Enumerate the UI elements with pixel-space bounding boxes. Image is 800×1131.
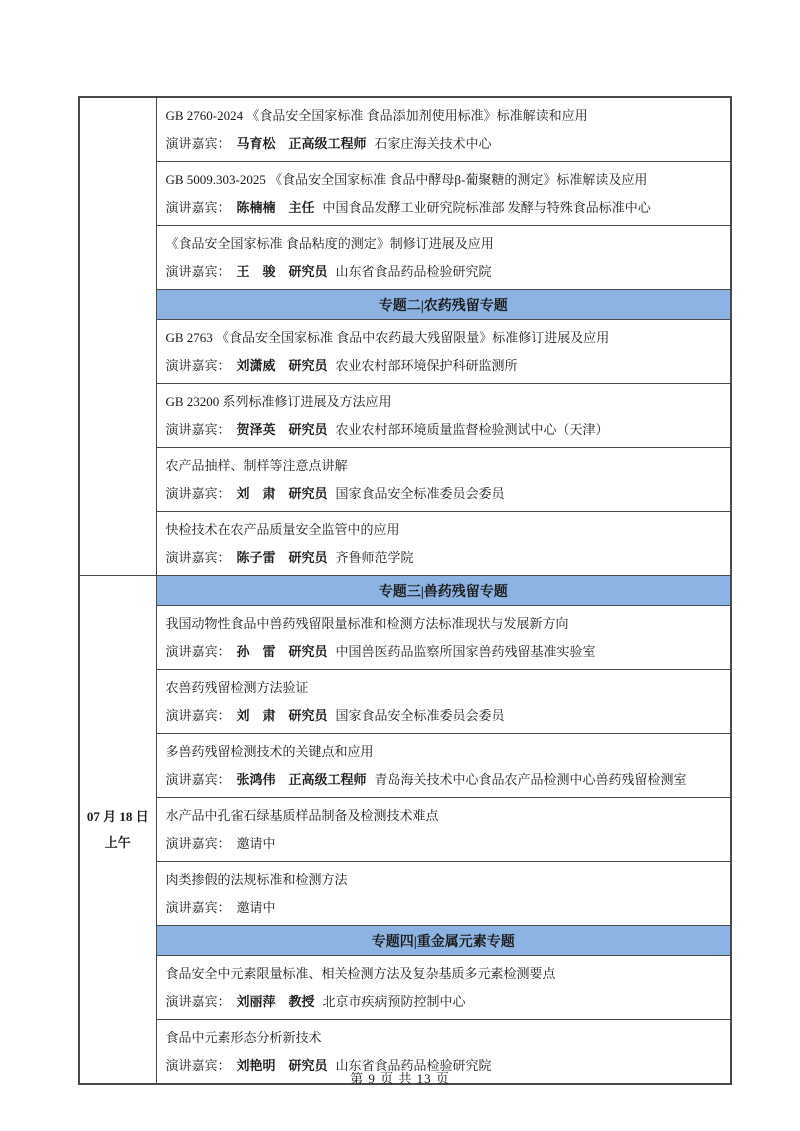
speaker-prefix: 演讲嘉宾： bbox=[165, 707, 231, 723]
session-cell bbox=[156, 320, 731, 384]
speaker-title: 研究员 bbox=[288, 263, 328, 279]
session-topic: 食品中元素形态分析新技术 bbox=[165, 1029, 322, 1045]
speaker-org: 山东省食品药品检验研究院 bbox=[335, 263, 492, 279]
session-speaker bbox=[166, 702, 725, 730]
speaker-org: 国家食品安全标准委员会委员 bbox=[335, 485, 505, 501]
topic-header-title: 专题四|重金属元素专题 bbox=[156, 926, 731, 956]
speaker-prefix: 演讲嘉宾： bbox=[165, 993, 231, 1009]
session-row bbox=[79, 798, 731, 862]
session-cell bbox=[156, 606, 731, 670]
session-row bbox=[79, 606, 731, 670]
session-speaker bbox=[166, 416, 725, 444]
session-row bbox=[79, 162, 731, 226]
speaker-prefix: 演讲嘉宾： bbox=[165, 357, 231, 373]
topic-header-row bbox=[79, 290, 731, 320]
session-speaker bbox=[166, 480, 725, 508]
speaker-prefix: 演讲嘉宾： bbox=[165, 771, 231, 787]
topic-header-row bbox=[79, 926, 731, 956]
speaker-name: 刘丽萍 bbox=[236, 993, 276, 1009]
speaker-title: 研究员 bbox=[288, 643, 328, 659]
speaker-name: 贺泽英 bbox=[236, 421, 276, 437]
session-speaker bbox=[166, 130, 725, 158]
session-topic: GB 23200 系列标准修订进展及方法应用 bbox=[165, 393, 392, 409]
session-row bbox=[79, 320, 731, 384]
speaker-org: 山东省食品药品检验研究院 bbox=[335, 1057, 492, 1073]
session-topic: 快检技术在农产品质量安全监管中的应用 bbox=[165, 521, 400, 537]
speaker-title: 研究员 bbox=[288, 421, 328, 437]
session-row bbox=[79, 97, 731, 162]
speaker-org: 齐鲁师范学院 bbox=[335, 549, 414, 565]
session-cell bbox=[156, 798, 731, 862]
session-speaker bbox=[166, 194, 725, 222]
session-topic: GB 2760-2024 《食品安全国家标准 食品添加剂使用标准》标准解读和应用 bbox=[165, 107, 588, 123]
topic-header-title: 专题三|兽药残留专题 bbox=[156, 576, 731, 606]
speaker-title: 正高级工程师 bbox=[288, 771, 367, 787]
session-cell bbox=[156, 670, 731, 734]
session-cell bbox=[156, 734, 731, 798]
session-topic: 水产品中孔雀石绿基质样品制备及检测技术难点 bbox=[165, 807, 439, 823]
speaker-prefix: 演讲嘉宾： bbox=[165, 199, 231, 215]
speaker-name: 王 骏 bbox=[236, 263, 276, 279]
speaker-org: 石家庄海关技术中心 bbox=[374, 135, 492, 151]
speaker-org: 中国食品发酵工业研究院标准部 发酵与特殊食品标准中心 bbox=[322, 199, 651, 215]
topic-header-title: 专题二|农药残留专题 bbox=[156, 290, 731, 320]
speaker-name: 马育松 bbox=[236, 135, 276, 151]
page-footer: 第 9 页 共 13 页 bbox=[350, 1071, 450, 1086]
speaker-prefix: 演讲嘉宾： bbox=[165, 263, 231, 279]
speaker-title: 正高级工程师 bbox=[288, 135, 367, 151]
session-topic: 我国动物性食品中兽药残留限量标准和检测方法标准现状与发展新方向 bbox=[165, 615, 569, 631]
speaker-title: 研究员 bbox=[288, 357, 328, 373]
session-row bbox=[79, 384, 731, 448]
topic-header-row bbox=[79, 576, 731, 606]
date-line: 07 月 18 日 bbox=[86, 808, 149, 824]
speaker-org: 北京市疾病预防控制中心 bbox=[322, 993, 466, 1009]
speaker-title: 教授 bbox=[288, 993, 315, 1009]
speaker-title: 研究员 bbox=[288, 707, 328, 723]
session-speaker bbox=[166, 352, 725, 380]
session-speaker bbox=[166, 766, 725, 794]
session-speaker bbox=[166, 638, 725, 666]
speaker-name: 刘艳明 bbox=[236, 1057, 276, 1073]
speaker-title: 研究员 bbox=[288, 1057, 328, 1073]
session-topic: GB 2763 《食品安全国家标准 食品中农药最大残留限量》标准修订进展及应用 bbox=[165, 329, 610, 345]
session-cell bbox=[156, 384, 731, 448]
session-topic: 农兽药残留检测方法验证 bbox=[165, 679, 309, 695]
speaker-org: 青岛海关技术中心食品农产品检测中心兽药残留检测室 bbox=[374, 771, 687, 787]
speaker-name: 刘 肃 bbox=[236, 707, 276, 723]
speaker-name: 孙 雷 bbox=[236, 643, 276, 659]
session-row bbox=[79, 734, 731, 798]
session-topic: 农产品抽样、制样等注意点讲解 bbox=[165, 457, 348, 473]
speaker-prefix: 演讲嘉宾： bbox=[165, 485, 231, 501]
session-cell bbox=[156, 448, 731, 512]
session-speaker bbox=[166, 258, 725, 286]
session-topic: 肉类掺假的法规标准和检测方法 bbox=[165, 871, 348, 887]
speaker-org: 邀请中 bbox=[236, 835, 276, 851]
session-row bbox=[79, 862, 731, 926]
speaker-name: 陈楠楠 bbox=[236, 199, 276, 215]
speaker-title: 主任 bbox=[288, 199, 315, 215]
speaker-name: 刘潇威 bbox=[236, 357, 276, 373]
speaker-prefix: 演讲嘉宾： bbox=[165, 421, 231, 437]
session-topic: 《食品安全国家标准 食品粘度的测定》制修订进展及应用 bbox=[165, 235, 494, 251]
speaker-org: 邀请中 bbox=[236, 899, 276, 915]
session-row bbox=[79, 448, 731, 512]
session-speaker bbox=[166, 830, 725, 858]
speaker-prefix: 演讲嘉宾： bbox=[165, 899, 231, 915]
session-cell bbox=[156, 512, 731, 576]
session-speaker bbox=[166, 894, 725, 922]
date-cell bbox=[79, 576, 156, 1085]
speaker-prefix: 演讲嘉宾： bbox=[165, 643, 231, 659]
session-speaker bbox=[166, 544, 725, 572]
session-row bbox=[79, 512, 731, 576]
date-line: 上午 bbox=[104, 834, 131, 850]
speaker-title: 研究员 bbox=[288, 485, 328, 501]
date-cell bbox=[79, 97, 156, 576]
session-row bbox=[79, 226, 731, 290]
speaker-org: 国家食品安全标准委员会委员 bbox=[335, 707, 505, 723]
speaker-prefix: 演讲嘉宾： bbox=[165, 835, 231, 851]
session-row bbox=[79, 956, 731, 1020]
session-cell bbox=[156, 162, 731, 226]
speaker-name: 张鸿伟 bbox=[236, 771, 276, 787]
speaker-org: 中国兽医药品监察所国家兽药残留基准实验室 bbox=[335, 643, 596, 659]
session-row bbox=[79, 670, 731, 734]
speaker-name: 陈子雷 bbox=[236, 549, 276, 565]
speaker-prefix: 演讲嘉宾： bbox=[165, 549, 231, 565]
speaker-title: 研究员 bbox=[288, 549, 328, 565]
session-topic: 多兽药残留检测技术的关键点和应用 bbox=[165, 743, 374, 759]
agenda-table bbox=[78, 96, 732, 1085]
speaker-name: 刘 肃 bbox=[236, 485, 276, 501]
speaker-org: 农业农村部环境保护科研监测所 bbox=[335, 357, 518, 373]
session-cell bbox=[156, 97, 731, 162]
speaker-prefix: 演讲嘉宾： bbox=[165, 135, 231, 151]
session-cell bbox=[156, 226, 731, 290]
speaker-prefix: 演讲嘉宾： bbox=[165, 1057, 231, 1073]
speaker-org: 农业农村部环境质量监督检验测试中心（天津） bbox=[335, 421, 609, 437]
session-topic: 食品安全中元素限量标准、相关检测方法及复杂基质多元素检测要点 bbox=[165, 965, 556, 981]
session-topic: GB 5009.303-2025 《食品安全国家标准 食品中酵母β-葡聚糖的测定》标准解读及应用 bbox=[165, 171, 648, 187]
session-cell bbox=[156, 862, 731, 926]
session-speaker bbox=[166, 988, 725, 1016]
session-cell bbox=[156, 956, 731, 1020]
